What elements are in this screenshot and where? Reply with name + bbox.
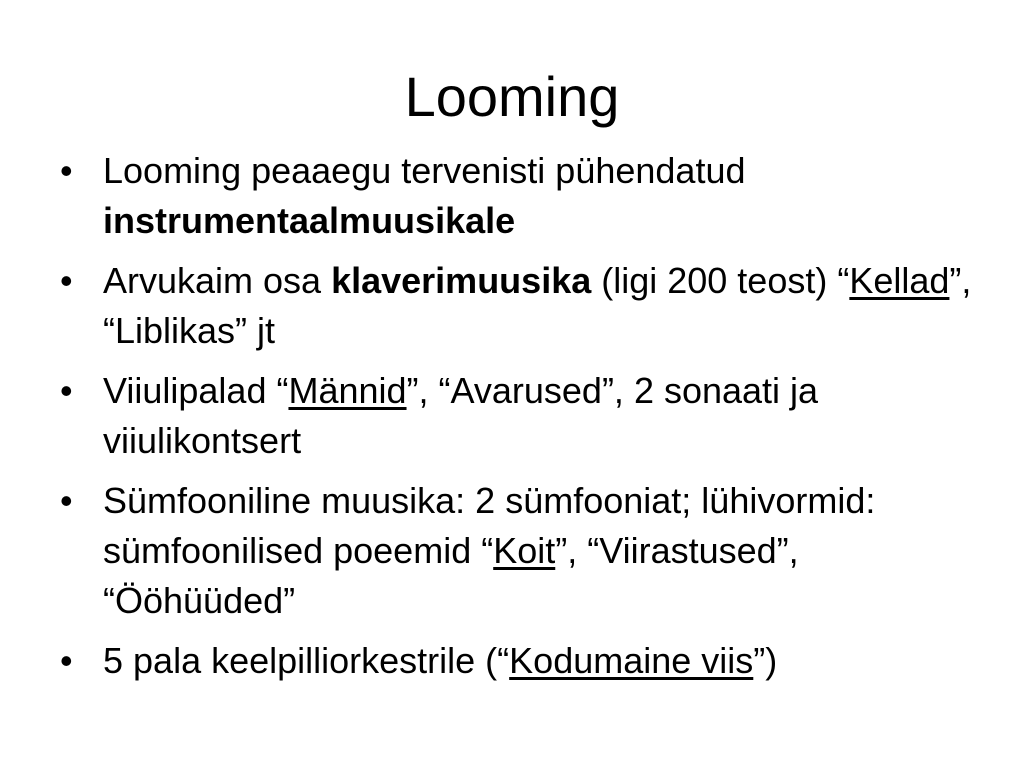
bullet-icon: • — [60, 150, 73, 191]
bullet-text: ”, “Liblikas” jt — [103, 260, 972, 351]
bold-term: klaverimuusika — [331, 260, 592, 301]
bold-term: instrumentaalmuusikale — [103, 200, 516, 241]
bullet-text: (ligi 200 teost) “ — [591, 260, 850, 301]
bullet-item — [60, 256, 990, 356]
bullet-text: Sümfooniline muusika: 2 sümfooniat; lühivormid: sümfoonilised poeemid “ — [103, 480, 876, 571]
bullet-text: ”) — [753, 640, 778, 681]
bullet-text: Viiulipalad “ — [103, 370, 289, 411]
slide-title: Looming — [404, 65, 620, 128]
bullet-icon: • — [60, 480, 73, 521]
bullet-item — [60, 366, 990, 466]
bullet-text: ”, “Viirastused”, “Ööhüüded” — [103, 530, 799, 621]
bullet-item — [60, 636, 990, 686]
bullet-icon: • — [60, 640, 73, 681]
bullet-icon: • — [60, 370, 73, 411]
bullet-item — [60, 476, 990, 626]
bullet-icon: • — [60, 260, 73, 301]
bullet-item — [60, 146, 990, 246]
bullet-text: Looming peaaegu tervenisti pühendatud — [103, 150, 746, 191]
underlined-work-title: Koit — [493, 530, 556, 571]
bullet-text: ”, “Avarused”, 2 sonaati ja viiulikontsert — [103, 370, 819, 461]
bullet-text: Arvukaim osa — [103, 260, 332, 301]
underlined-work-title: Kellad — [849, 260, 950, 301]
bullet-list — [60, 146, 990, 696]
underlined-work-title: Kodumaine viis — [509, 640, 754, 681]
underlined-work-title: Männid — [288, 370, 407, 411]
bullet-text: 5 pala keelpilliorkestrile (“ — [103, 640, 510, 681]
